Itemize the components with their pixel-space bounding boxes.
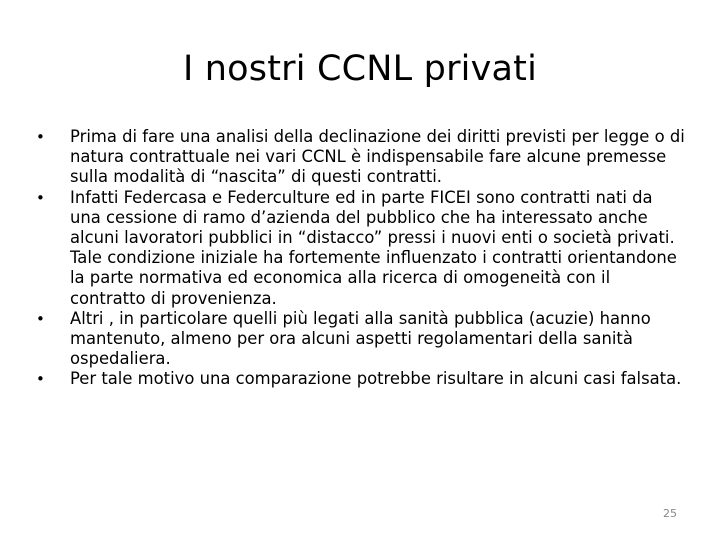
- page-number: 25: [663, 507, 677, 520]
- bullet-item: [36, 309, 688, 370]
- bullet-marker: •: [36, 188, 45, 207]
- bullet-list: [36, 127, 688, 390]
- bullet-text: Per tale motivo una comparazione potrebbe risultare in alcuni casi falsata.: [70, 369, 682, 389]
- bullet-item: [36, 127, 688, 188]
- bullet-marker: •: [36, 128, 45, 146]
- bullet-marker: •: [36, 309, 45, 328]
- bullet-text: Prima di fare una analisi della declinazione dei diritti previsti per legge o di natura contrattuale nei vari CCNL è indispensabile fare alcune premesse sulla modalità di “nascita” di questi contratti.: [70, 127, 685, 187]
- bullet-item: [36, 188, 688, 309]
- slide-title: I nostri CCNL privati: [182, 49, 538, 89]
- bullet-item: [36, 369, 688, 389]
- bullet-text: Infatti Federcasa e Federculture ed in parte FICEI sono contratti nati da una cessione di ramo d’azienda del pubblico che ha interessato anche alcuni lavoratori pubblici in “distacco” pressi i nuovi enti o società privati. Tale condizione iniziale ha fortemente influenzato i contratti orientandone la parte normativa ed economica alla ricerca di omogeneità con il contratto di provenienza.: [70, 187, 677, 308]
- bullet-text: Altri , in particolare quelli più legati alla sanità pubblica (acuzie) hanno mantenuto, almeno per ora alcuni aspetti regolamentari della sanità ospedaliera.: [70, 308, 651, 369]
- bullet-marker: •: [36, 370, 45, 389]
